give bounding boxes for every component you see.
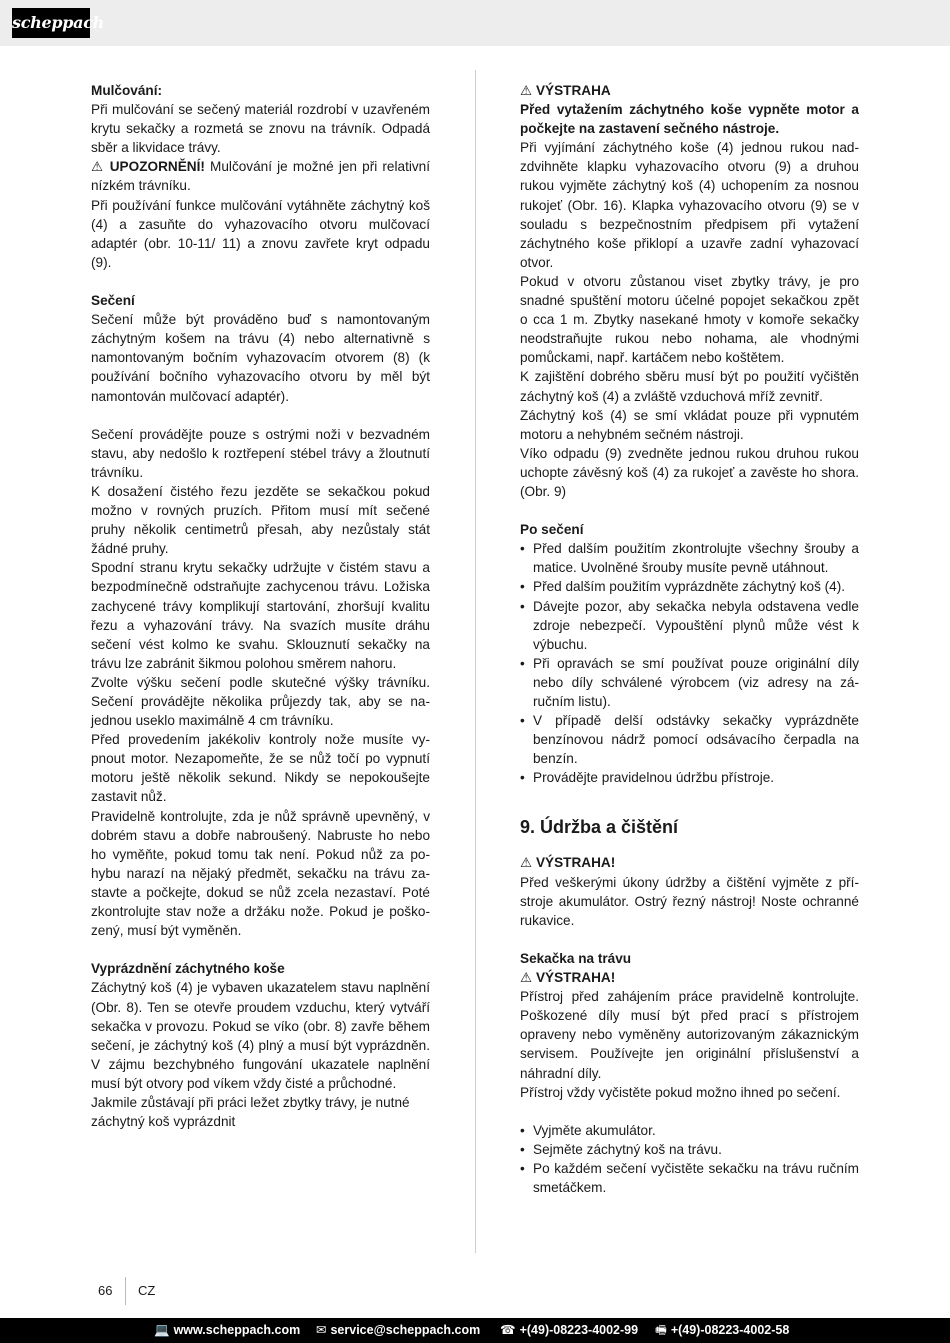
fax-icon: 🖷 bbox=[655, 1323, 667, 1337]
emptying-paragraph-2: Jakmile zůstávají při práci ležet zbytky trávy, je nutné záchytný koš vyprázdnit bbox=[91, 1094, 410, 1130]
scheppach-logo: scheppach bbox=[12, 8, 90, 38]
emptying-paragraph-1: Záchytný koš (4) je vybaven ukazatelem stavu naplnění (Obr. 8). Ten se otevře proudem vzduchu, který vytváří sekačka v provozu. Pokud se víko (obr. 8) zavře během sečení, je záchytný koš (4) plný a musí být vyprázdněn. V zájmu bezchybného fungování ukazatele naplnění musí být otvory pod víkem vždy čisté a průchodné. bbox=[91, 980, 430, 1091]
warning-3-heading bbox=[520, 968, 859, 987]
cutting-paragraph-6: Před provedením jakékoliv kontroly nože musíte vypnout motor. Nezapomeňte, že se nůž točí po vypnutí motoru ještě několik sekund. Nikdy se nepokoušejte zastavit nůž. bbox=[91, 732, 430, 805]
phone-number: ☎ +(49)-08223-4002-99 bbox=[500, 1323, 639, 1337]
warning-1-heading bbox=[520, 81, 859, 100]
emptying-heading: Vyprázdnění záchytného koše bbox=[91, 961, 285, 977]
cutting-paragraph-2: Sečení provádějte pouze s ostrými noži v bezvadném stavu, aby nedošlo k roztřepení stébel trávy a žloutnutí trávníku. bbox=[91, 426, 430, 480]
warning-1-text: Před vytažením záchytného koše vypněte motor a počkejte na zastavení sečného nástroje. bbox=[520, 102, 859, 137]
mower-paragraph-1: Přístroj před zahájením práce pravidelně kontrolujte. Poškozené díly musí být před prací s přístrojem opraveny nebo vyměněny autorizovaným zákaznickým servisem. Používejte jen originální příslušenství a náhradní díly. bbox=[520, 989, 859, 1081]
warning-triangle-icon: ⚠ bbox=[520, 855, 533, 871]
footer-divider bbox=[125, 1277, 126, 1305]
list-item: • Před dalším použitím zkontrolujte všechny šrouby a matice. Uvolněné šrouby musíte pevně utáhnout. bbox=[520, 539, 859, 577]
warning-1-label: VÝSTRAHA bbox=[535, 83, 611, 98]
email-link[interactable]: ✉ service@scheppach.com bbox=[316, 1323, 481, 1337]
basket-paragraph-1: Při vyjímání záchytného koše (4) jednou rukou nadzdvihněte klapku vyhazovacího otvoru (9) a druhou rukou vyjměte záchytný koš (4) uchopením za nosnou rukojeť (Obr. 16). Klapka vyhazovacího otvoru (9) se v souladu s bezpečnostním předpisem při vytažení záchytného koše přiklopí a uzavře zadní vyhazovací otvor. bbox=[520, 140, 859, 270]
cleaning-list bbox=[520, 1121, 859, 1197]
warning-3-label: VÝSTRAHA! bbox=[535, 970, 616, 986]
cutting-paragraph-1: Sečení může být prováděno buď s namontovaným záchytným košem na trávu (4) nebo alternativně s namontovaným bočním vyhazovacím otvorem (8) (k používání bočního vyhazovacího otvoru by měl být namontován mulčovací adaptér). bbox=[91, 312, 430, 404]
column-divider bbox=[475, 70, 476, 1253]
cutting-paragraph-7: Pravidelně kontrolujte, zda je nůž správně upevněný, v dobrém stavu a dobře nabroušený. Nabruste ho nebo ho vyměňte, pokud tomu tak není. Pokud nůž za pohybu narazí na nějaký předmět, sekačku na trávu zastavte a počkejte, dokud se nůž zcela nezastaví. Poté zkontrolujte stav nože a držáku nože. Pokud je poškozený, musí být vyměněn. bbox=[91, 808, 430, 939]
warning-triangle-icon: ⚠ bbox=[520, 83, 533, 98]
section-9-heading: 9. Údržba a čištění bbox=[520, 817, 679, 838]
basket-paragraph-2: Pokud v otvoru zůstanou viset zbytky trávy, je pro snadné spuštění motoru účelné popojet sekačkou zpět o cca 1 m. Zbytky nasekané hmoty v komoře sekačky neodstraňujte rukou nebo nohama, ale vhodnými pomůckami, např. kartáčem nebo koštětem. bbox=[520, 273, 859, 366]
warning-2-text: Před veškerými úkony údržby a čištění vyjměte z přístroje akumulátor. Ostrý řezný nástroj! Noste ochranné rukavice. bbox=[520, 874, 859, 928]
mulch-warning bbox=[91, 157, 430, 195]
warning-2-label: VÝSTRAHA! bbox=[535, 855, 616, 871]
basket-paragraph-3: K zajištění dobrého sběru musí být po použití vyčištěn záchytný koš (4) a zvláště vzduchová mříž zevnitř. bbox=[520, 369, 859, 404]
warning-2-heading bbox=[520, 853, 859, 872]
cutting-paragraph-3: K dosažení čistého řezu jezděte se sekačkou pokud možno v rovných pruzích. Přitom musí mít sečené pruhy několik centimetrů přesah, aby nezůstaly stát žádné pruhy. bbox=[91, 483, 430, 557]
mulch-warning-label: UPOZORNĚNÍ! bbox=[109, 159, 205, 175]
list-item: • Vyjměte akumulátor. bbox=[520, 1121, 859, 1140]
mulch-heading: Mulčování: bbox=[91, 83, 162, 98]
after-cutting-list bbox=[520, 539, 859, 787]
mulch-warning-text: Mulčování je možné jen při relativní nízkém trávníku. bbox=[91, 159, 431, 194]
right-column bbox=[520, 81, 859, 1197]
mower-heading: Sekačka na trávu bbox=[520, 950, 632, 966]
cutting-paragraph-5: Zvolte výšku sečení podle skutečné výšky trávníku. Sečení provádějte několika průjezdy tak, aby se najednou useklo maximálně 4 cm trávníku. bbox=[91, 674, 430, 729]
website-link[interactable]: 💻 www.scheppach.com bbox=[154, 1323, 301, 1337]
left-column bbox=[91, 81, 430, 1131]
language-code: CZ bbox=[138, 1283, 156, 1298]
warning-triangle-icon: ⚠ bbox=[520, 970, 533, 986]
header-bar bbox=[0, 0, 950, 46]
after-cutting-heading: Po sečení bbox=[520, 522, 584, 538]
list-item: • Dávejte pozor, aby sekačka nebyla odstavena vedle zdroje nebezpečí. Vypouštění plynů může vést k výbuchu. bbox=[520, 597, 859, 654]
list-item: • V případě delší odstávky sekačky vyprázdněte benzínovou nádrž pomocí odsávacího čerpadla na benzín. bbox=[520, 711, 859, 768]
fax-number: 🖷 +(49)-08223-4002-58 bbox=[655, 1323, 790, 1337]
list-item: • Před dalším použitím vyprázdněte záchytný koš (4). bbox=[520, 577, 859, 596]
list-item: • Sejměte záchytný koš na trávu. bbox=[520, 1140, 859, 1159]
warning-triangle-icon: ⚠ bbox=[91, 159, 105, 175]
phone-icon: ☎ bbox=[500, 1323, 516, 1337]
mulch-paragraph-2: Při používání funkce mulčování vytáhněte záchytný koš (4) a zasuňte do vyhazovacího otvoru mulčovací adaptér (obr. 10-11/ 11) a znovu zavřete kryt odpadu (9). bbox=[91, 197, 430, 270]
contact-bar bbox=[0, 1318, 950, 1343]
envelope-icon: ✉ bbox=[316, 1323, 327, 1337]
mulch-paragraph-1: Při mulčování se sečený materiál rozdrobí v uzavřeném krytu sekačky a rozmetá se znovu na trávník. Odpadá sběr a likvidace trávy. bbox=[91, 102, 430, 156]
cutting-heading: Sečení bbox=[91, 293, 135, 309]
basket-paragraph-4: Záchytný koš (4) se smí vkládat pouze při vypnutém motoru a nehybném sečném nástroji. bbox=[520, 407, 859, 442]
list-item: • Po každém sečení vyčistěte sekačku na trávu ručním smetáčkem. bbox=[520, 1159, 859, 1197]
list-item: • Provádějte pravidelnou údržbu přístroje. bbox=[520, 768, 859, 787]
page-number: 66 bbox=[98, 1283, 113, 1298]
cutting-paragraph-4: Spodní stranu krytu sekačky udržujte v čistém stavu a bezpodmínečně odstraňujte zachycenou trávu. Ložiska zachycené trávy komplikují startování, zhoršují kvalitu řezu a vyhazování trávy. Na svazích musíte dráhu sečení vést kolmo ke svahu. Sklouznutí sekačky na trávu lze zabránit šikmou polohou směrem nahoru. bbox=[91, 560, 430, 671]
mower-paragraph-2: Přístroj vždy vyčistěte pokud možno ihned po sečení. bbox=[520, 1084, 841, 1100]
basket-paragraph-5: Víko odpadu (9) zvedněte jednou rukou druhou rukou uchopte závěsný koš (4) za rukojeť a zavěste ho shora. (Obr. 9) bbox=[520, 445, 859, 499]
list-item: • Při opravách se smí používat pouze originální díly nebo díly schválené výrobcem (viz adresy na záručním listu). bbox=[520, 654, 859, 711]
laptop-icon: 💻 bbox=[154, 1323, 170, 1337]
